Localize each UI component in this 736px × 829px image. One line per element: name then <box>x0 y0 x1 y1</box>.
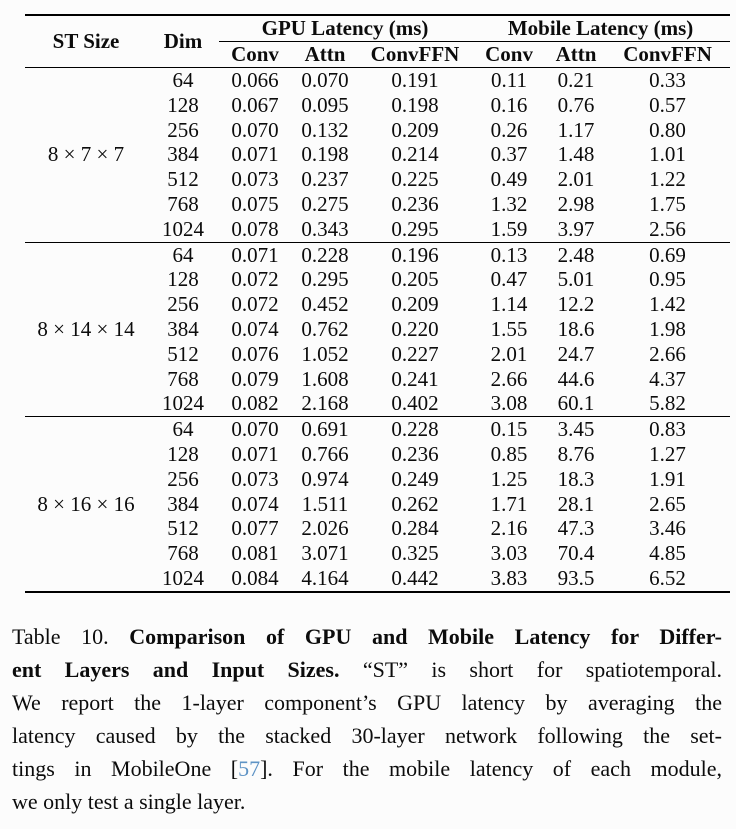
gpu-convffn-value: 0.209 <box>391 117 439 142</box>
gpu-attn-value: 0.343 <box>301 216 349 241</box>
gpu-convffn-value: 0.295 <box>391 216 439 241</box>
dim-value: 512 <box>167 341 199 366</box>
mobile-conv-value: 2.16 <box>490 516 528 541</box>
table-header <box>25 15 730 68</box>
gpu-convffn-value: 0.228 <box>391 417 439 442</box>
mobile-convffn-value: 1.98 <box>649 316 686 341</box>
mobile-conv-value: 0.47 <box>490 267 528 292</box>
mobile-attn-value: 2.48 <box>557 242 595 267</box>
gpu-conv-value: 0.077 <box>231 516 279 541</box>
caption-text: we only test a single layer. <box>12 788 246 814</box>
caption-line <box>12 752 722 785</box>
mobile-conv-value: 2.66 <box>490 366 528 391</box>
caption-text: tings in MobileOne [ <box>12 755 239 781</box>
gpu-convffn-value: 0.225 <box>391 167 439 192</box>
gpu-conv-value: 0.082 <box>231 391 279 416</box>
gpu-conv-value: 0.081 <box>231 541 279 566</box>
mobile-conv-value: 0.49 <box>490 167 528 192</box>
gpu-attn-value: 1.608 <box>301 366 349 391</box>
gpu-attn-value: 3.071 <box>301 541 349 566</box>
gpu-conv-value: 0.073 <box>231 466 279 491</box>
mobile-conv-value: 2.01 <box>490 341 528 366</box>
mobile-attn-value: 93.5 <box>557 565 595 590</box>
gpu-convffn-value: 0.241 <box>391 366 439 391</box>
dim-value: 512 <box>167 167 199 192</box>
col-subheader-mobile-conv: Conv <box>485 42 533 66</box>
gpu-attn-value: 0.095 <box>301 92 349 117</box>
mobile-convffn-value: 0.57 <box>649 92 686 117</box>
mobile-convffn-value: 5.82 <box>649 391 686 416</box>
gpu-attn-value: 0.691 <box>301 417 349 442</box>
table-caption <box>12 620 722 818</box>
col-header-st-size: ST Size <box>52 29 120 53</box>
gpu-conv-value: 0.071 <box>231 142 279 167</box>
mobile-convffn-value: 4.85 <box>649 541 686 566</box>
col-subheader-mobile-convffn: ConvFFN <box>623 42 712 66</box>
mobile-attn-value: 5.01 <box>557 267 595 292</box>
mobile-convffn-value: 0.95 <box>649 267 686 292</box>
table-row <box>25 68 730 93</box>
mobile-attn-value: 3.97 <box>557 216 595 241</box>
gpu-conv-value: 0.074 <box>231 491 279 516</box>
gpu-attn-value: 0.762 <box>301 316 349 341</box>
caption-text: We report the 1-layer component’s GPU latency by averaging the <box>12 689 722 715</box>
gpu-conv-value: 0.072 <box>231 292 279 317</box>
group-header-row <box>25 15 730 42</box>
mobile-attn-value: 0.21 <box>557 68 595 92</box>
dim-value: 384 <box>167 142 199 167</box>
dim-value: 1024 <box>162 391 204 416</box>
dim-value: 128 <box>167 441 199 466</box>
mobile-convffn-value: 0.69 <box>649 242 686 267</box>
mobile-attn-value: 18.3 <box>557 466 595 491</box>
gpu-convffn-value: 0.220 <box>391 316 439 341</box>
col-subheader-mobile-attn: Attn <box>555 42 597 66</box>
dim-value: 1024 <box>162 216 204 241</box>
dim-value: 256 <box>167 292 199 317</box>
mobile-attn-value: 12.2 <box>557 292 595 317</box>
gpu-attn-value: 0.452 <box>301 292 349 317</box>
gpu-attn-value: 0.766 <box>301 441 349 466</box>
mobile-attn-value: 60.1 <box>557 391 595 416</box>
dim-value: 768 <box>167 191 199 216</box>
gpu-attn-value: 0.237 <box>301 167 349 192</box>
gpu-attn-value: 4.164 <box>301 565 349 590</box>
dim-value: 256 <box>167 117 199 142</box>
gpu-conv-value: 0.074 <box>231 316 279 341</box>
mobile-attn-value: 3.45 <box>557 417 595 442</box>
gpu-attn-value: 2.168 <box>301 391 349 416</box>
gpu-convffn-value: 0.196 <box>391 242 439 267</box>
gpu-attn-value: 0.198 <box>301 142 349 167</box>
gpu-convffn-value: 0.227 <box>391 341 439 366</box>
table-block-2 <box>25 242 730 417</box>
dim-value: 768 <box>167 541 199 566</box>
mobile-convffn-value: 1.22 <box>649 167 686 192</box>
dim-value: 768 <box>167 366 199 391</box>
caption-line <box>12 620 722 653</box>
mobile-convffn-value: 2.56 <box>649 216 686 241</box>
gpu-conv-value: 0.076 <box>231 341 279 366</box>
dim-value: 384 <box>167 316 199 341</box>
gpu-attn-value: 2.026 <box>301 516 349 541</box>
dim-value: 1024 <box>162 565 204 590</box>
mobile-conv-value: 1.59 <box>490 216 528 241</box>
citation-link-57[interactable]: 57 <box>238 755 261 781</box>
st-size-label: 8 × 7 × 7 <box>47 142 125 167</box>
gpu-attn-value: 0.275 <box>301 191 349 216</box>
col-subheader-gpu-convffn: ConvFFN <box>370 42 460 66</box>
col-subheader-gpu-attn: Attn <box>304 42 346 66</box>
dim-value: 64 <box>172 417 194 442</box>
latency-table-wrap <box>25 14 730 593</box>
table-block-3 <box>25 417 730 592</box>
mobile-convffn-value: 1.75 <box>649 191 686 216</box>
mobile-attn-value: 0.76 <box>557 92 595 117</box>
gpu-convffn-value: 0.209 <box>391 292 439 317</box>
gpu-conv-value: 0.067 <box>231 92 279 117</box>
gpu-attn-value: 0.070 <box>301 68 349 92</box>
gpu-conv-value: 0.072 <box>231 267 279 292</box>
st-size-label: 8 × 14 × 14 <box>37 316 135 341</box>
gpu-conv-value: 0.071 <box>231 441 279 466</box>
col-group-mobile-latency: Mobile Latency (ms) <box>471 15 730 42</box>
mobile-conv-value: 1.14 <box>490 292 528 317</box>
gpu-convffn-value: 0.262 <box>391 491 439 516</box>
gpu-conv-value: 0.078 <box>231 216 279 241</box>
mobile-conv-value: 1.55 <box>490 316 528 341</box>
gpu-attn-value: 0.132 <box>301 117 349 142</box>
mobile-convffn-value: 3.46 <box>649 516 686 541</box>
mobile-attn-value: 2.98 <box>557 191 595 216</box>
dim-value: 64 <box>172 68 194 92</box>
mobile-conv-value: 1.32 <box>490 191 528 216</box>
gpu-attn-value: 0.295 <box>301 267 349 292</box>
gpu-conv-value: 0.084 <box>231 565 279 590</box>
caption-text: ]. For the mobile latency of each module, <box>260 755 722 781</box>
gpu-convffn-value: 0.205 <box>391 267 439 292</box>
mobile-attn-value: 1.48 <box>557 142 595 167</box>
mobile-convffn-value: 0.83 <box>649 417 686 442</box>
gpu-conv-value: 0.073 <box>231 167 279 192</box>
gpu-convffn-value: 0.214 <box>391 142 439 167</box>
caption-text: latency caused by the stacked 30-layer network following the set- <box>12 722 722 748</box>
mobile-conv-value: 1.25 <box>490 466 528 491</box>
gpu-convffn-value: 0.198 <box>391 92 439 117</box>
mobile-convffn-value: 1.27 <box>649 441 686 466</box>
mobile-convffn-value: 0.80 <box>649 117 686 142</box>
gpu-convffn-value: 0.191 <box>391 68 439 92</box>
gpu-conv-value: 0.070 <box>231 417 279 442</box>
dim-value: 64 <box>172 242 194 267</box>
col-header-dim: Dim <box>163 29 203 53</box>
gpu-attn-value: 0.974 <box>301 466 349 491</box>
gpu-convffn-value: 0.249 <box>391 466 439 491</box>
dim-value: 512 <box>167 516 199 541</box>
mobile-conv-value: 0.16 <box>490 92 528 117</box>
mobile-conv-value: 0.13 <box>490 242 528 267</box>
mobile-attn-value: 2.01 <box>557 167 595 192</box>
gpu-convffn-value: 0.284 <box>391 516 439 541</box>
gpu-conv-value: 0.070 <box>231 117 279 142</box>
gpu-convffn-value: 0.402 <box>391 391 439 416</box>
mobile-attn-value: 1.17 <box>557 117 595 142</box>
mobile-conv-value: 0.15 <box>490 417 528 442</box>
table-block-1 <box>25 68 730 243</box>
mobile-attn-value: 28.1 <box>557 491 595 516</box>
mobile-attn-value: 47.3 <box>557 516 595 541</box>
gpu-attn-value: 0.228 <box>301 242 349 267</box>
gpu-attn-value: 1.511 <box>301 491 349 516</box>
caption-line <box>12 719 722 752</box>
dim-value: 128 <box>167 92 199 117</box>
mobile-conv-value: 3.03 <box>490 541 528 566</box>
dim-value: 128 <box>167 267 199 292</box>
mobile-conv-value: 0.26 <box>490 117 528 142</box>
col-subheader-gpu-conv: Conv <box>231 42 279 66</box>
mobile-conv-value: 0.85 <box>490 441 528 466</box>
caption-line <box>12 653 722 686</box>
mobile-conv-value: 0.37 <box>490 142 528 167</box>
mobile-convffn-value: 4.37 <box>649 366 686 391</box>
caption-title-bold: Comparison of GPU and Mobile Latency for Differ- <box>129 623 723 649</box>
dim-value: 384 <box>167 491 199 516</box>
mobile-attn-value: 70.4 <box>557 541 595 566</box>
mobile-conv-value: 0.11 <box>491 68 528 92</box>
gpu-conv-value: 0.071 <box>231 242 279 267</box>
mobile-convffn-value: 2.66 <box>649 341 686 366</box>
latency-table <box>25 14 730 593</box>
gpu-convffn-value: 0.442 <box>391 565 439 590</box>
mobile-conv-value: 3.08 <box>490 391 528 416</box>
gpu-conv-value: 0.079 <box>231 366 279 391</box>
caption-text: “ST” is short for spatiotemporal. <box>339 656 722 682</box>
caption-line <box>12 686 722 719</box>
table-row <box>25 242 730 267</box>
mobile-attn-value: 8.76 <box>557 441 595 466</box>
mobile-convffn-value: 1.42 <box>649 292 686 317</box>
mobile-convffn-value: 1.91 <box>649 466 686 491</box>
mobile-conv-value: 3.83 <box>490 565 528 590</box>
caption-text: Table 10. <box>12 623 130 649</box>
mobile-convffn-value: 6.52 <box>649 565 686 590</box>
st-size-label: 8 × 16 × 16 <box>37 491 135 516</box>
gpu-conv-value: 0.066 <box>231 68 279 92</box>
mobile-conv-value: 1.71 <box>490 491 528 516</box>
gpu-attn-value: 1.052 <box>301 341 349 366</box>
mobile-attn-value: 18.6 <box>557 316 595 341</box>
gpu-convffn-value: 0.325 <box>391 541 439 566</box>
mobile-convffn-value: 1.01 <box>649 142 686 167</box>
mobile-attn-value: 24.7 <box>557 341 595 366</box>
table-row <box>25 417 730 442</box>
gpu-conv-value: 0.075 <box>231 191 279 216</box>
mobile-convffn-value: 0.33 <box>649 68 686 92</box>
caption-line <box>12 785 722 818</box>
mobile-attn-value: 44.6 <box>557 366 595 391</box>
gpu-convffn-value: 0.236 <box>391 191 439 216</box>
caption-title-bold: ent Layers and Input Sizes. <box>12 656 340 682</box>
mobile-convffn-value: 2.65 <box>649 491 686 516</box>
dim-value: 256 <box>167 466 199 491</box>
col-group-gpu-latency: GPU Latency (ms) <box>219 15 471 42</box>
gpu-convffn-value: 0.236 <box>391 441 439 466</box>
